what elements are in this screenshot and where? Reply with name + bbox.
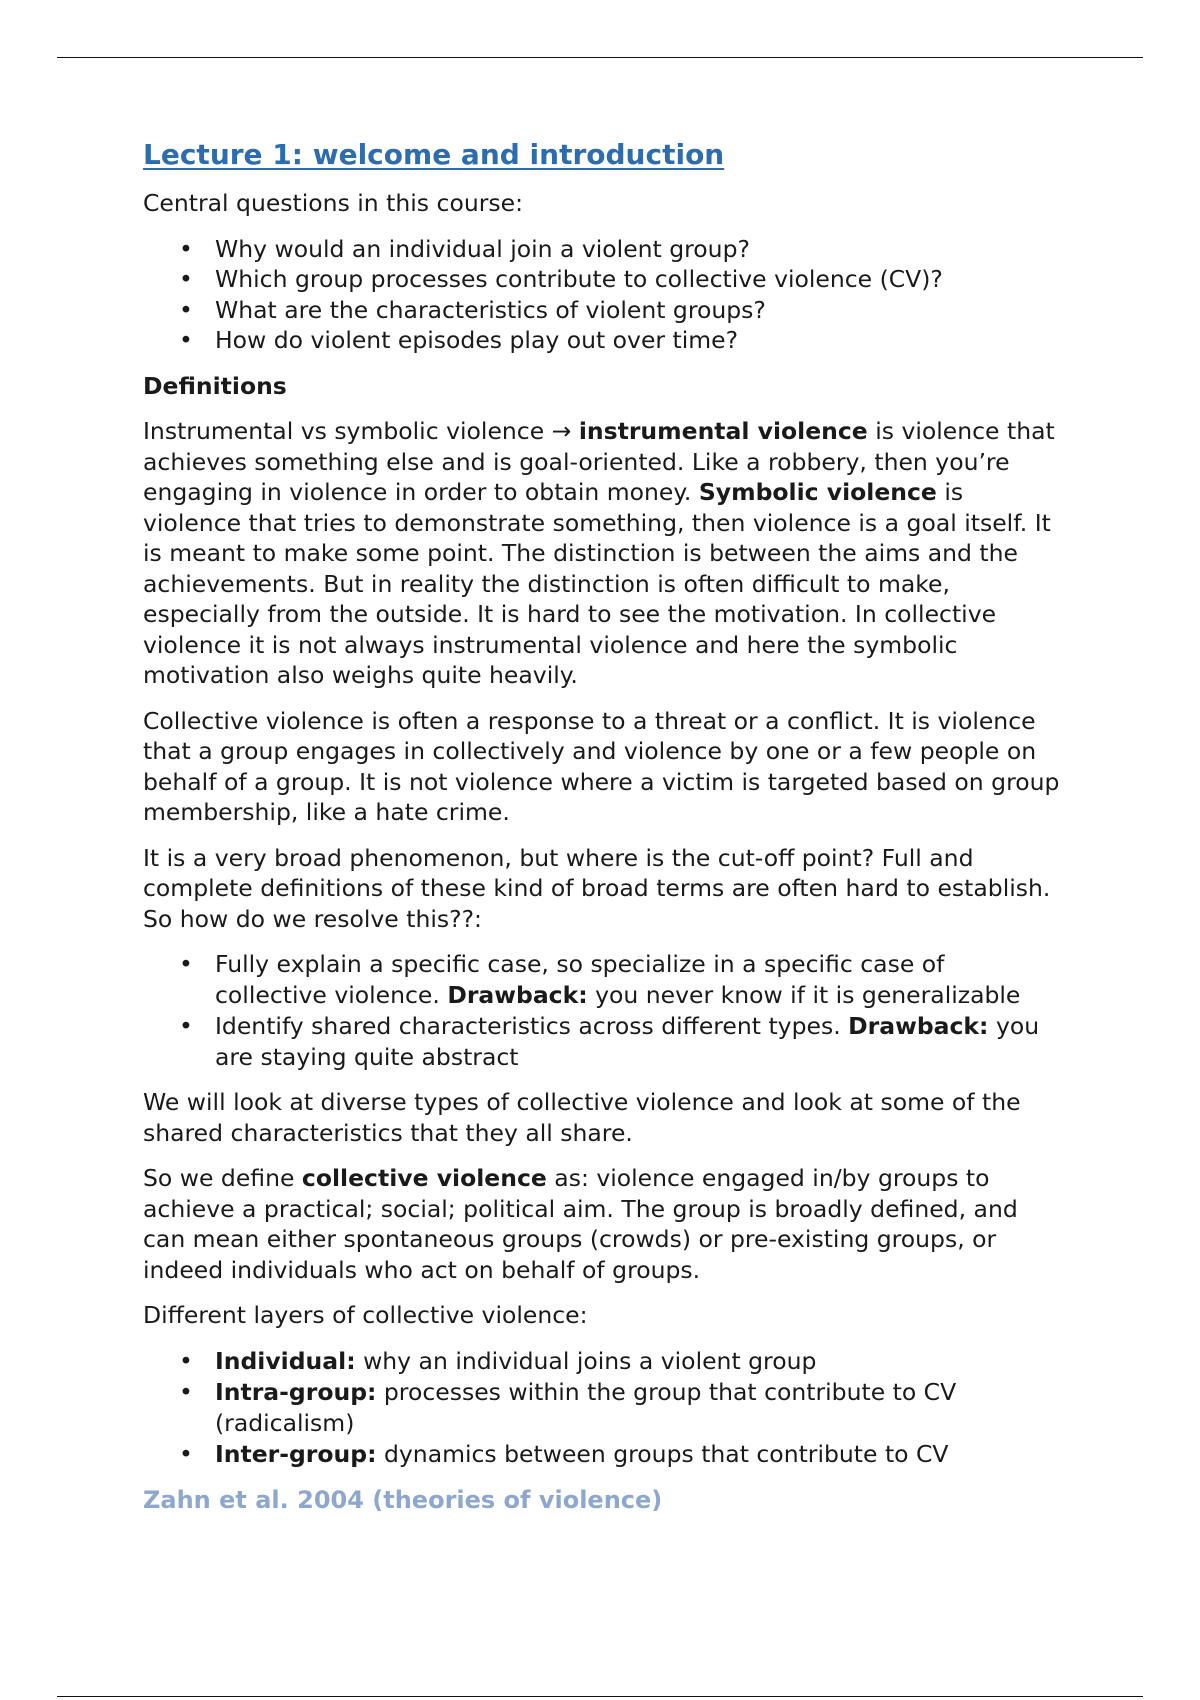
- text-run: Fully explain a specific case, so specialize in a specific case of collective violence.: [215, 950, 945, 1009]
- text-run: why an individual joins a violent group: [355, 1346, 817, 1375]
- list-item: • Why would an individual join a violent group?: [215, 234, 1063, 265]
- text-run: Instrumental vs symbolic violence →: [143, 417, 579, 445]
- section-subheading: Zahn et al. 2004 (theories of violence): [143, 1485, 663, 1514]
- text-run: So we define: [143, 1164, 302, 1192]
- list-item: [215, 1011, 1063, 1072]
- paragraph-definition: [143, 1163, 1063, 1285]
- paragraph-instrumental-symbolic: [143, 416, 1063, 691]
- layer-label: Individual:: [215, 1346, 356, 1375]
- paragraph-collective-response: Collective violence is often a response to a threat or a conflict. It is violence that a group engages in collectively and violence by one or a few people on behalf of a group. It is not violence where a victim is targeted based on group membership, like a hate crime.: [143, 706, 1060, 826]
- list-item: • What are the characteristics of violent groups?: [215, 295, 1063, 326]
- questions-list: [143, 234, 1063, 356]
- text-run: is violence that tries to demonstrate something, then violence is a goal itself. It is meant to make some point. The distinction is between the aims and the achievements. But in reality the distinction is often difficult to make, especially from the outside. It is hard to see the motivation. In collective violence it is not always instrumental violence and here the symbolic motivation also weighs quite heavily.: [143, 478, 1051, 689]
- term-collective-violence: collective violence: [301, 1164, 547, 1192]
- text-run: is violence that achieves something else and is goal-oriented. Like a robbery, then you’re engaging in violence in order to obtain money.: [143, 417, 1055, 506]
- intro-text: Central questions in this course:: [143, 189, 523, 217]
- document-body: [143, 138, 1063, 1515]
- term-instrumental-violence: instrumental violence: [578, 417, 868, 445]
- header-rule: [57, 57, 1143, 58]
- drawback-label: Drawback:: [848, 1012, 989, 1040]
- text-run: Identify shared characteristics across different types.: [215, 1012, 849, 1040]
- layer-label: Intra-group:: [215, 1378, 377, 1406]
- list-item: • How do violent episodes play out over time?: [215, 325, 1063, 356]
- layer-label: Inter-group:: [215, 1440, 377, 1468]
- layers-list: [143, 1346, 1063, 1470]
- list-item: [215, 1439, 1063, 1470]
- page-title: Lecture 1: welcome and introduction: [143, 138, 725, 171]
- layers-intro: Different layers of collective violence:: [143, 1301, 588, 1329]
- paragraph-broad-phenomenon: It is a very broad phenomenon, but where is the cut-off point? Full and complete definitions of these kind of broad terms are often hard to establish. So how do we resolve this??:: [143, 843, 1051, 933]
- drawback-label: Drawback:: [447, 980, 588, 1009]
- text-run: you never know if it is generalizable: [587, 980, 1021, 1009]
- footer-rule: [57, 1696, 1143, 1697]
- definitions-heading: Definitions: [143, 371, 287, 400]
- list-item: [215, 949, 1063, 1010]
- term-symbolic-violence: Symbolic violence: [698, 478, 937, 506]
- text-run: processes within the group that contribute to CV (radicalism): [215, 1378, 957, 1437]
- list-item: • Which group processes contribute to collective violence (CV)?: [215, 264, 1063, 295]
- paragraph-diverse-types: We will look at diverse types of collective violence and look at some of the shared characteristics that they all share.: [143, 1088, 1021, 1147]
- approaches-list: [143, 949, 1063, 1072]
- text-run: dynamics between groups that contribute to CV: [376, 1440, 949, 1468]
- text-run: as: violence engaged in/by groups to achieve a practical; social; political aim. The group is broadly defined, and can mean either spontaneous groups (crowds) or pre-existing groups, or indeed individuals who act on behalf of groups.: [143, 1164, 1018, 1284]
- text-run: you are staying quite abstract: [215, 1012, 1040, 1071]
- list-item: [215, 1346, 1063, 1377]
- list-item: [215, 1377, 1063, 1438]
